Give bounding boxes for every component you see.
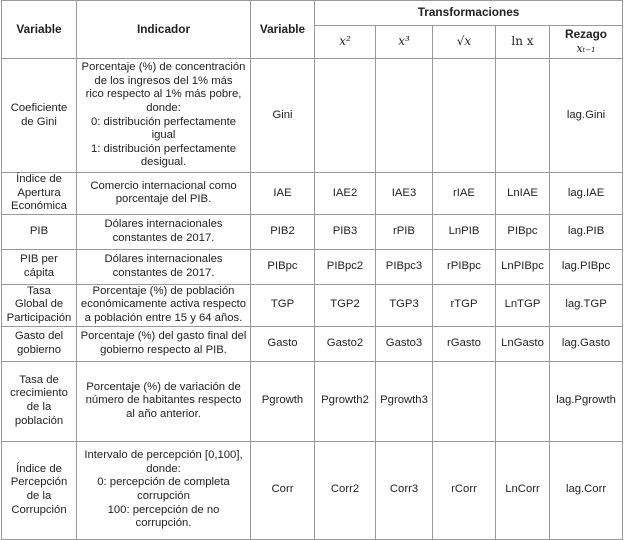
cell-sqrt-x: LnPIB (433, 214, 496, 249)
cell-rezago: lag.TGP (550, 284, 623, 326)
cell-variable-code: Gasto (251, 326, 315, 361)
cell-variable-name: Tasa Global de Participación (2, 284, 77, 326)
cell-indicador: Porcentaje (%) de concentración de los ingresos del 1% más rico respecto al 1% más pobre, donde: 0: distribución perfectamente igual 1: distribución perfectamente desigual. (77, 59, 251, 173)
variables-table (1, 0, 623, 540)
table-row (2, 173, 623, 215)
cell-rezago: lag.PIB (550, 214, 623, 249)
cell-ln-x (496, 361, 550, 441)
cell-x-squared: PIB3 (315, 214, 376, 249)
cell-x-cubed: Pgrowth3 (376, 361, 433, 441)
cell-variable-code: TGP (251, 284, 315, 326)
header-rezago (550, 26, 623, 59)
cell-ln-x: LnIAE (496, 173, 550, 215)
cell-sqrt-x (433, 59, 496, 173)
cell-x-squared: IAE2 (315, 173, 376, 215)
cell-indicador: Intervalo de percepción [0,100], donde: 0: percepción de completa corrupción 100: percepción de no corrupción. (77, 441, 251, 539)
cell-sqrt-x: rPIBpc (433, 249, 496, 284)
cell-rezago: lag.Corr (550, 441, 623, 539)
cell-variable-name: PIB (2, 214, 77, 249)
cell-x-squared: Corr2 (315, 441, 376, 539)
header-variable: Variable (2, 1, 77, 59)
cell-x-squared (315, 59, 376, 173)
rezago-subscript: xₜ₋₁ (576, 42, 596, 55)
header-ln-x: ln x (496, 26, 550, 59)
cell-indicador: Porcentaje (%) de variación de número de habitantes respecto al año anterior. (77, 361, 251, 441)
cell-variable-code: IAE (251, 173, 315, 215)
cell-variable-code: Gini (251, 59, 315, 173)
cell-rezago: lag.IAE (550, 173, 623, 215)
cell-x-cubed: PIBpc3 (376, 249, 433, 284)
header-indicador: Indicador (77, 1, 251, 59)
header-variable-code: Variable (251, 1, 315, 59)
cell-variable-name: Coeficiente de Gini (2, 59, 77, 173)
cell-x-cubed: TGP3 (376, 284, 433, 326)
cell-variable-name: Índice de Percepción de la Corrupción (2, 441, 77, 539)
header-x-squared: x² (315, 26, 376, 59)
header-x-cubed: x³ (376, 26, 433, 59)
cell-indicador: Dólares internacionales constantes de 2017. (77, 214, 251, 249)
cell-sqrt-x: rCorr (433, 441, 496, 539)
cell-variable-code: Corr (251, 441, 315, 539)
cell-rezago: lag.Pgrowth (550, 361, 623, 441)
cell-x-squared: TGP2 (315, 284, 376, 326)
cell-ln-x: LnPIBpc (496, 249, 550, 284)
cell-indicador: Comercio internacional como porcentaje del PIB. (77, 173, 251, 215)
cell-variable-name: Índice de Apertura Económica (2, 173, 77, 215)
cell-sqrt-x: rTGP (433, 284, 496, 326)
cell-ln-x: LnGasto (496, 326, 550, 361)
rezago-label: Rezago (565, 27, 607, 42)
cell-variable-name: Gasto del gobierno (2, 326, 77, 361)
cell-x-cubed: Corr3 (376, 441, 433, 539)
table-row (2, 59, 623, 173)
cell-ln-x: PIBpc (496, 214, 550, 249)
table-row (2, 284, 623, 326)
cell-variable-name: PIB per cápita (2, 249, 77, 284)
cell-sqrt-x: rGasto (433, 326, 496, 361)
header-sqrt-x: √x (433, 26, 496, 59)
cell-x-cubed: Gasto3 (376, 326, 433, 361)
cell-sqrt-x (433, 361, 496, 441)
table-row (2, 326, 623, 361)
cell-x-squared: Pgrowth2 (315, 361, 376, 441)
header-transformaciones: Transformaciones (315, 1, 623, 26)
cell-x-cubed: rPIB (376, 214, 433, 249)
cell-ln-x (496, 59, 550, 173)
table-body (2, 59, 623, 540)
cell-x-squared: Gasto2 (315, 326, 376, 361)
table-row (2, 249, 623, 284)
cell-rezago: lag.Gini (550, 59, 623, 173)
table-row (2, 214, 623, 249)
table-row (2, 361, 623, 441)
cell-x-cubed: IAE3 (376, 173, 433, 215)
cell-indicador: Porcentaje (%) de población económicamente activa respecto a población entre 15 y 64 años. (77, 284, 251, 326)
cell-rezago: lag.PIBpc (550, 249, 623, 284)
cell-variable-code: PIB2 (251, 214, 315, 249)
cell-sqrt-x: rIAE (433, 173, 496, 215)
table-row (2, 441, 623, 539)
cell-x-cubed (376, 59, 433, 173)
cell-indicador: Dólares internacionales constantes de 2017. (77, 249, 251, 284)
cell-variable-code: Pgrowth (251, 361, 315, 441)
cell-ln-x: LnTGP (496, 284, 550, 326)
cell-x-squared: PIBpc2 (315, 249, 376, 284)
cell-indicador: Porcentaje (%) del gasto final del gobierno respecto al PIB. (77, 326, 251, 361)
cell-rezago: lag.Gasto (550, 326, 623, 361)
cell-variable-code: PIBpc (251, 249, 315, 284)
cell-ln-x: LnCorr (496, 441, 550, 539)
cell-variable-name: Tasa de crecimiento de la población (2, 361, 77, 441)
